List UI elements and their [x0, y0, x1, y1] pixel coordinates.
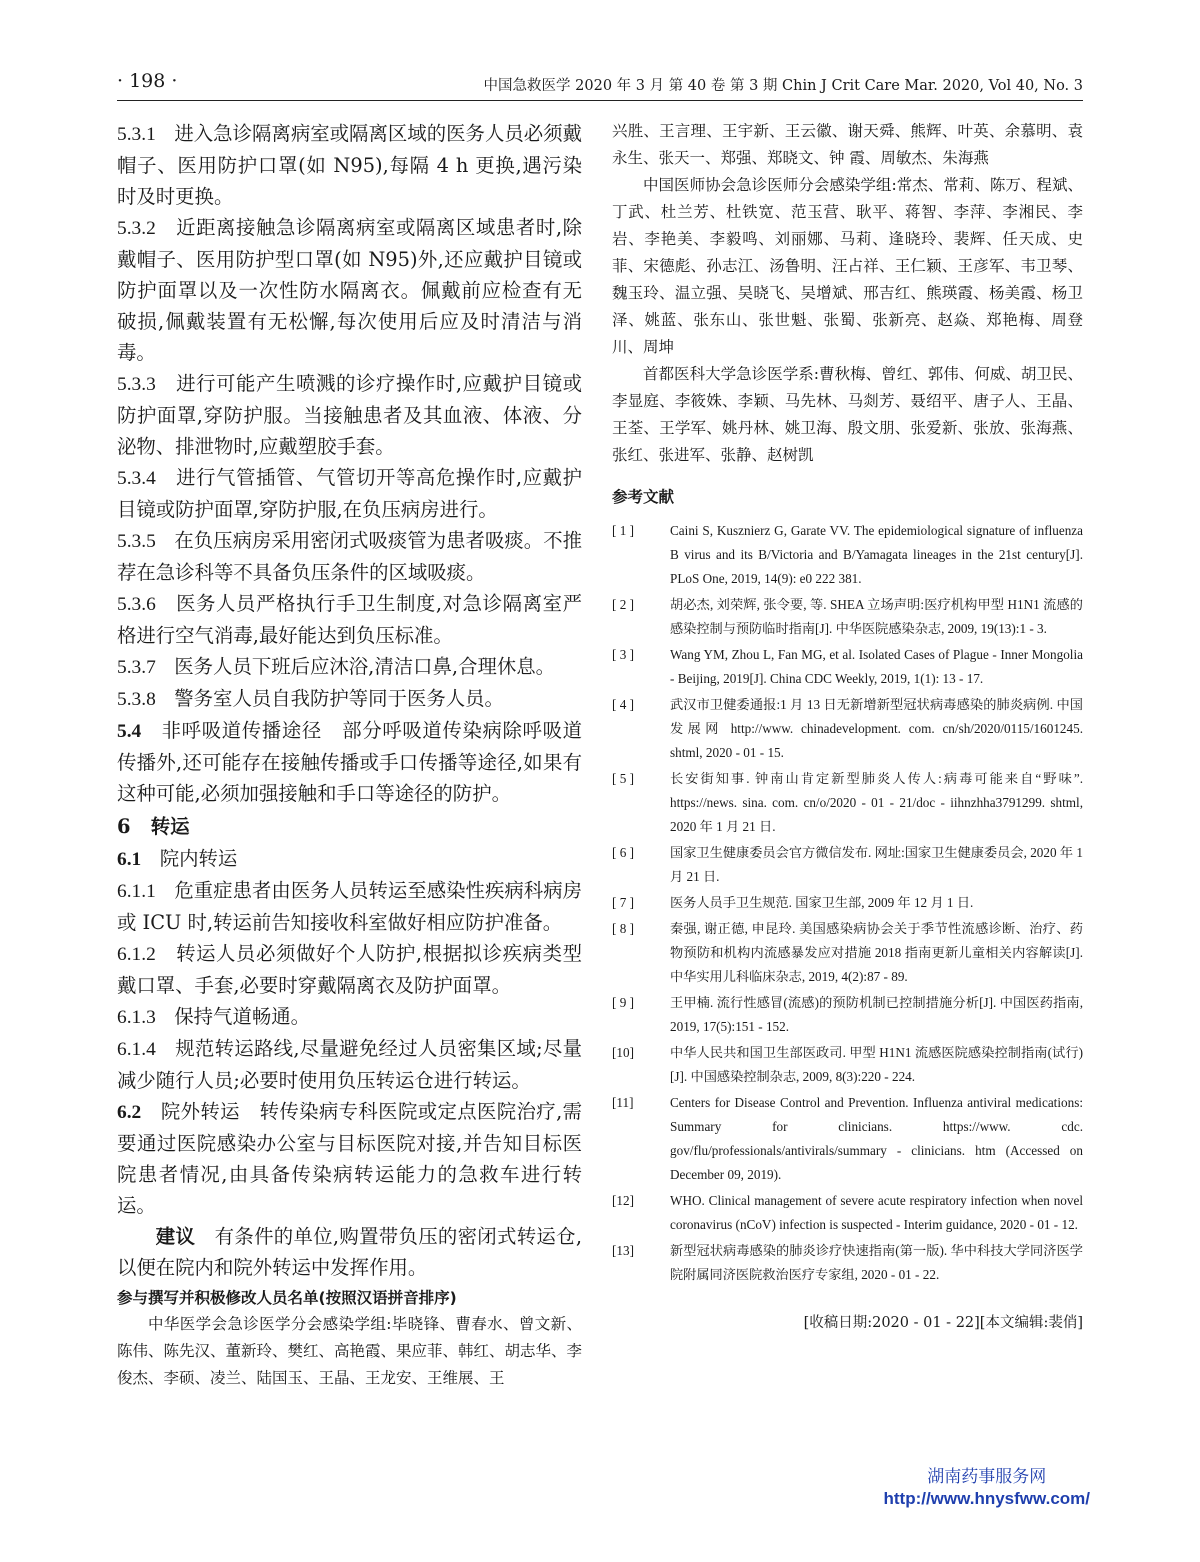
reference-index: [ 7 ] [612, 895, 634, 910]
page-number: · 198 · [117, 70, 178, 92]
page-header [117, 70, 1083, 101]
para-5-3-8: 5.3.8 警务室人员自我防护等同于医务人员。 [117, 687, 504, 710]
para-5-3-3: 5.3.3 进行可能产生喷溅的诊疗操作时,应戴护目镜或防护面罩,穿防护服。当接触患者及其血液、体液、分泌物、排泄物时,应戴塑胶手套。 [117, 372, 582, 458]
reference-index: [ 6 ] [612, 845, 634, 860]
para-6-2: 6.2 院外转运 转传染病专科医院或定点医院治疗,需要通过医院感染办公室与目标医院对接,并告知目标医院患者情况,由具备传染病转运能力的急救车进行转运。 [117, 1100, 583, 1217]
para-5-3-6: 5.3.6 医务人员严格执行手卫生制度,对急诊隔离室严格进行空气消毒,最好能达到负压标准。 [117, 592, 582, 647]
contributors-title: 参与撰写并积极修改人员名单(按照汉语拼音排序) [117, 1289, 457, 1307]
reference-item [612, 519, 1083, 591]
reference-index: [ 3 ] [612, 647, 634, 662]
contributors-ccmu: 首都医科大学急诊医学系:曹秋梅、曾红、郭伟、何威、胡卫民、李显庭、李筱姝、李颖、马先林、马剡芳、聂绍平、唐子人、王晶、王荃、王学军、姚丹林、姚卫海、殷文朋、张爱新、张放、张海燕、张红、张进军、张静、赵树凯 [612, 365, 1083, 464]
reference-text: 秦强, 谢正德, 申昆玲. 美国感染病协会关于季节性流感诊断、治疗、药物预防和机构内流感暴发应对措施 2018 指南更新儿童相关内容解读[J]. 中华实用儿科临床杂志, 2019, 4(2):87 - 89. [670, 921, 1083, 984]
reference-item [612, 1189, 1083, 1237]
para-5-4: 5.4 非呼吸道传播途径 部分呼吸道传染病除呼吸道传播外,还可能存在接触传播或手口传播等途径,如果有这种可能,必须加强接触和手口等途径的防护。 [117, 719, 582, 805]
reference-text: 新型冠状病毒感染的肺炎诊疗快速指南(第一版). 华中科技大学同济医学院附属同济医院救治医疗专家组, 2020 - 01 - 22. [670, 1243, 1083, 1282]
reference-text: Caini S, Kusznierz G, Garate VV. The epidemiological signature of influenza B virus and its B/Victoria and B/Yamagata lineages in the 21st century[J]. PLoS One, 2019, 14(9): e0 222 381. [670, 523, 1083, 586]
reference-index: [ 5 ] [612, 771, 634, 786]
reference-index: [12] [612, 1193, 634, 1208]
section-title: 非呼吸道传播途径 [161, 719, 322, 742]
reference-item [612, 1091, 1083, 1187]
watermark [883, 1466, 1090, 1510]
reference-item [612, 1041, 1083, 1089]
reference-text: 胡必杰, 刘荣辉, 张令要, 等. SHEA 立场声明:医疗机构甲型 H1N1 流感的感染控制与预防临时指南[J]. 中华医院感染杂志, 2009, 19(13):1 - 3. [670, 597, 1083, 636]
watermark-site-name: 湖南药事服务网 [927, 1467, 1047, 1487]
running-head: 中国急救医学 2020 年 3 月 第 40 卷 第 3 期 Chin J Crit Care Mar. 2020, Vol 40, No. 3 [483, 78, 1083, 94]
reference-text: Centers for Disease Control and Prevention. Influenza antiviral medications: Summary for clinicians. https://www. cdc. gov/flu/professionals/antivirals/summary - clinicians. htm (Accessed on December 09, 2019). [670, 1095, 1083, 1182]
section-6-1-heading: 6.1 院内转运 [117, 847, 238, 870]
suggestion-para: 建议 有条件的单位,购置带负压的密闭式转运仓,以便在院内和院外转运中发挥作用。 [117, 1225, 583, 1279]
reference-index: [10] [612, 1045, 634, 1060]
reference-text: Wang YM, Zhou L, Fan MG, et al. Isolated Cases of Plague - Inner Mongolia - Beijing, 2019[J]. China CDC Weekly, 2019, 1(1): 13 - 17. [670, 647, 1083, 686]
reference-item [612, 891, 1083, 915]
contributors-cmda: 中国医师协会急诊医师分会感染学组:常杰、常莉、陈万、程斌、丁武、杜兰芳、杜铁宽、范玉营、耿平、蒋智、李萍、李湘民、李岩、李艳美、李毅鸣、刘丽娜、马莉、逢晓玲、裴辉、任天成、史菲、宋德彪、孙志江、汤鲁明、汪占祥、王仁颖、王彦军、韦卫琴、魏玉玲、温立强、吴晓飞、吴增斌、邢吉红、熊瑛霞、杨美霞、杨卫泽、姚蓝、张东山、张世魁、张蜀、张新亮、赵焱、郑艳梅、周登川、周坤 [612, 176, 1083, 356]
reference-item [612, 917, 1083, 989]
reference-index: [ 2 ] [612, 597, 634, 612]
reference-item [612, 643, 1083, 691]
para-6-1-2: 6.1.2 转运人员必须做好个人防护,根据拟诊疾病类型戴口罩、手套,必要时穿戴隔离衣及防护面罩。 [117, 942, 582, 997]
reference-index: [ 8 ] [612, 921, 634, 936]
para-6-1-1: 6.1.1 危重症患者由医务人员转运至感染性疾病科病房或 ICU 时,转运前告知接收科室做好相应防护准备。 [117, 879, 582, 934]
reference-index: [11] [612, 1095, 634, 1110]
reference-text: 武汉市卫健委通报:1 月 13 日无新增新型冠状病毒感染的肺炎病例. 中国发展网 http://www. chinadevelopment. com. cn/sh/2020/0115/1601245. shtml, 2020 - 01 - 15. [670, 697, 1083, 760]
para-5-3-7: 5.3.7 医务人员下班后应沐浴,清洁口鼻,合理休息。 [117, 655, 556, 678]
reference-item [612, 841, 1083, 889]
reference-item [612, 991, 1083, 1039]
para-5-3-5: 5.3.5 在负压病房采用密闭式吸痰管为患者吸痰。不推荐在急诊科等不具备负压条件的区域吸痰。 [117, 529, 582, 584]
left-column [117, 118, 582, 1392]
reference-list [612, 519, 1083, 1287]
references-title: 参考文献 [612, 488, 675, 506]
watermark-url[interactable]: http://www.hnysfww.com/ [883, 1489, 1090, 1508]
para-6-1-4: 6.1.4 规范转运路线,尽量避免经过人员密集区域;尽量减少随行人员;必要时使用负压转运仓进行转运。 [117, 1037, 582, 1092]
para-6-1-3: 6.1.3 保持气道畅通。 [117, 1005, 311, 1028]
reference-item [612, 767, 1083, 839]
contributors-cma: 中华医学会急诊医学分会感染学组:毕晓锋、曹春水、曾文新、陈伟、陈先汉、董新玲、樊红、高艳霞、果应菲、韩红、胡志华、李俊杰、李硕、凌兰、陆国玉、王晶、王龙安、王维展、王 [117, 1315, 583, 1387]
reference-text: 长安街知事. 钟南山肯定新型肺炎人传人:病毒可能来自“野味”. https://news. sina. com. cn/o/2020 - 01 - 21/doc - iihnzhha3791299. shtml, 2020 年 1 月 21 日. [670, 771, 1083, 834]
right-column [612, 118, 1083, 1332]
reference-text: 王甲楠. 流行性感冒(流感)的预防机制已控制措施分析[J]. 中国医药指南, 2019, 17(5):151 - 152. [670, 995, 1083, 1034]
contributors-cma-continued: 兴胜、王言理、王宇新、王云徽、谢天舜、熊辉、叶英、余慕明、袁永生、张天一、郑强、郑晓文、钟 霞、周敏杰、朱海燕 [612, 122, 1083, 167]
para-5-3-4: 5.3.4 进行气管插管、气管切开等高危操作时,应戴护目镜或防护面罩,穿防护服,在负压病房进行。 [117, 466, 582, 521]
reference-index: [ 9 ] [612, 995, 634, 1010]
reference-item [612, 1239, 1083, 1287]
reference-text: 国家卫生健康委员会官方微信发布. 网址:国家卫生健康委员会, 2020 年 1 月 21 日. [670, 845, 1083, 884]
section-title: 院外转运 [160, 1100, 240, 1123]
reference-text: 中华人民共和国卫生部医政司. 甲型 H1N1 流感医院感染控制指南(试行)[J]. 中国感染控制杂志, 2009, 8(3):220 - 224. [670, 1045, 1083, 1084]
reference-index: [ 1 ] [612, 523, 634, 538]
reference-item [612, 593, 1083, 641]
reference-index: [13] [612, 1243, 634, 1258]
section-6-heading: 6 转运 [117, 815, 190, 838]
reference-index: [ 4 ] [612, 697, 634, 712]
reference-text: 医务人员手卫生规范. 国家卫生部, 2009 年 12 月 1 日. [670, 895, 974, 910]
reference-item [612, 693, 1083, 765]
para-5-3-2: 5.3.2 近距离接触急诊隔离病室或隔离区域患者时,除戴帽子、医用防护型口罩(如 N95)外,还应戴护目镜或防护面罩以及一次性防水隔离衣。佩戴前应检查有无破损,佩戴装置有无松懈,每次使用后应及时清洁与消毒。 [117, 216, 582, 364]
para-5-3-1: 5.3.1 进入急诊隔离病室或隔离区域的医务人员必须戴帽子、医用防护口罩(如 N95),每隔 4 h 更换,遇污染时及时更换。 [117, 122, 582, 208]
reference-text: WHO. Clinical management of severe acute respiratory infection when novel coronavirus (nCoV) infection is suspected - Interim guidance, 2020 - 01 - 12. [670, 1193, 1083, 1232]
received-date: [收稿日期:2020 - 01 - 22][本文编辑:裴俏] [803, 1315, 1083, 1331]
